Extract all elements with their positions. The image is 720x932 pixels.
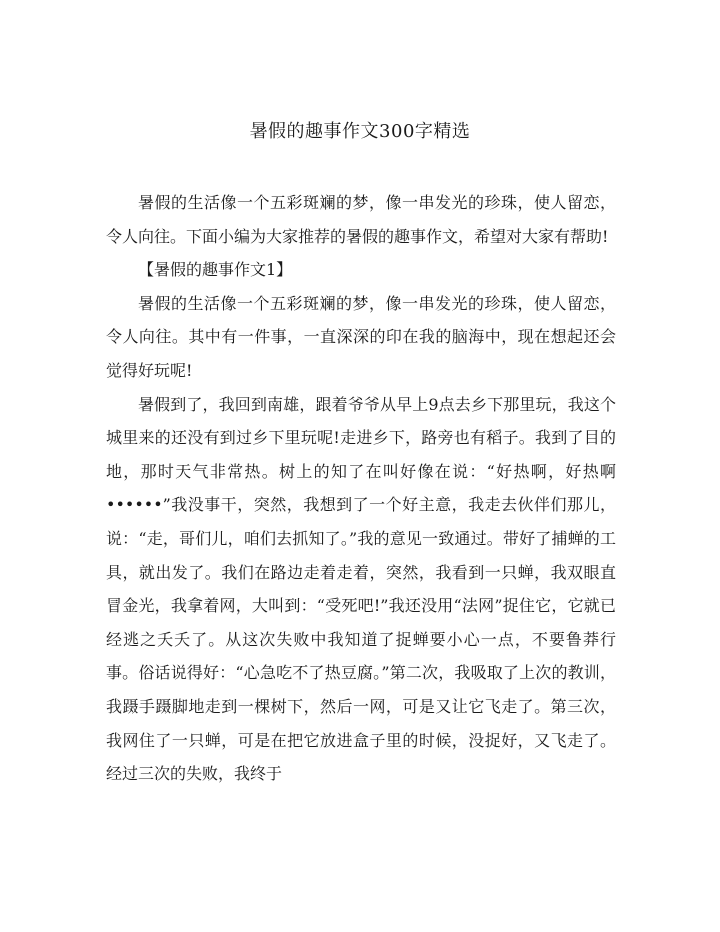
document-body bbox=[106, 186, 616, 791]
essay-paragraph-2: 暑假到了，我回到南雄，跟着爷爷从早上9点去乡下那里玩，我这个城里来的还没有到过乡下里玩呢!走进乡下，路旁也有稻子。我到了目的地，那时天气非常热。树上的知了在叫好像在说：“好热啊，好热啊••••••”我没事干，突然，我想到了一个好主意，我走去伙伴们那儿，说：“走，哥们儿，咱们去抓知了。”我的意见一致通过。带好了捕蝉的工具，就出发了。我们在路边走着走着，突然，我看到一只蝉，我双眼直冒金光，我拿着网，大叫到：“受死吧!”我还没用“法网”捉住它，它就已经逃之夭夭了。从这次失败中我知道了捉蝉要小心一点，不要鲁莽行事。俗话说得好：“心急吃不了热豆腐。”第二次，我吸取了上次的教训，我蹑手蹑脚地走到一棵树下，然后一网，可是又让它飞走了。第三次，我网住了一只蝉，可是在把它放进盒子里的时候，没捉好，又飞走了。经过三次的失败，我终于 bbox=[106, 394, 616, 784]
section-heading: 【暑假的趣事作文1】 bbox=[138, 260, 293, 280]
document-title: 暑假的趣事作文300字精选 bbox=[249, 121, 471, 142]
essay-paragraph-1: 暑假的生活像一个五彩斑斓的梦，像一串发光的珍珠，使人留恋，令人向往。其中有一件事，一直深深的印在我的脑海中，现在想起还会觉得好玩呢! bbox=[106, 293, 616, 380]
intro-paragraph: 暑假的生活像一个五彩斑斓的梦，像一串发光的珍珠，使人留恋，令人向往。下面小编为大家推荐的暑假的趣事作文，希望对大家有帮助! bbox=[106, 193, 616, 246]
